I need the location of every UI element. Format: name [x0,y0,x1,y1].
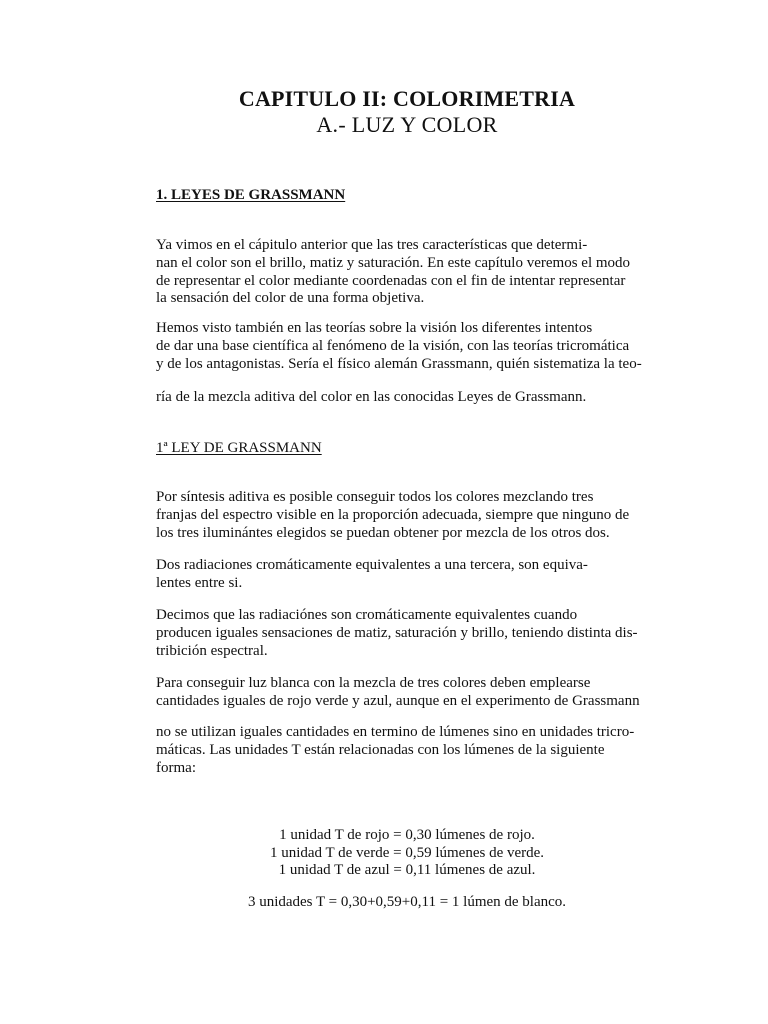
text-line: Por síntesis aditiva es posible conseguir todos los colores mezclando tres [156,489,594,505]
text-line: tribición espectral. [156,642,268,659]
formula-line: 1 unidad T de verde = 0,59 lúmenes de verde. [269,844,545,861]
text-line: lentes entre si. [156,574,243,591]
paragraph-t-units [156,724,634,777]
text-line: máticas. Las unidades T están relacionadas con los lúmenes de la siguiente [156,741,605,758]
section-heading-leyes: 1. LEYES DE GRASSMANN [156,187,346,203]
paragraph-white-light [156,675,640,711]
formula-block [0,827,768,880]
text-line: franjas del espectro visible en la proporción adecuada, siempre que ninguno de [156,506,630,523]
text-line: Para conseguir luz blanca con la mezcla de tres colores deben emplearse [156,675,591,691]
paragraph-grassmann [156,389,586,407]
text-line: Hemos visto también en las teorías sobre la visión los diferentes intentos [156,320,593,336]
section-heading-first-law: 1ª LEY DE GRASSMANN [156,440,322,456]
paragraph-chromatic [156,607,638,660]
formula-total [0,894,768,912]
paragraph-synthesis [156,489,629,542]
formula-line: 1 unidad T de rojo = 0,30 lúmenes de rojo. [279,827,535,843]
text-line: de dar una base científica al fenómeno de la visión, con las teorías tricromática [156,337,630,354]
text-line: Ya vimos en el cápitulo anterior que las tres características que determi- [156,237,588,253]
text-line: nan el color son el brillo, matiz y saturación. En este capítulo veremos el modo [156,254,631,271]
text-line: y de los antagonistas. Sería el físico alemán Grassmann, quién sistematiza la teo- [156,355,642,372]
text-line: la sensación del color de una forma objetiva. [156,290,425,307]
text-line: de representar el color mediante coordenadas con el fin de intentar representar [156,272,626,289]
text-line: forma: [156,759,196,776]
paragraph-theories [156,320,642,373]
text-line: producen iguales sensaciones de matiz, saturación y brillo, teniendo distinta dis- [156,624,638,641]
chapter-subtitle: A.- LUZ Y COLOR [316,112,498,137]
chapter-title: CAPITULO II: COLORIMETRIA [238,86,576,111]
paragraph-intro [156,237,630,308]
paragraph-equivalence [156,557,588,593]
text-line: los tres iluminántes elegidos se puedan obtener por mezcla de los otros dos. [156,524,610,541]
text-line: Decimos que las radiaciónes son cromáticamente equivalentes cuando [156,607,578,623]
text-line: cantidades iguales de rojo verde y azul, aunque en el experimento de Grassmann [156,692,640,709]
formula-line: 1 unidad T de azul = 0,11 lúmenes de azul. [278,862,536,878]
text-line: ría de la mezcla aditiva del color en las conocidas Leyes de Grassmann. [156,389,587,405]
formula-line: 3 unidades T = 0,30+0,59+0,11 = 1 lúmen de blanco. [247,894,567,910]
text-line: no se utilizan iguales cantidades en termino de lúmenes sino en unidades tricro- [156,724,635,740]
text-line: Dos radiaciones cromáticamente equivalentes a una tercera, son equiva- [156,557,588,573]
